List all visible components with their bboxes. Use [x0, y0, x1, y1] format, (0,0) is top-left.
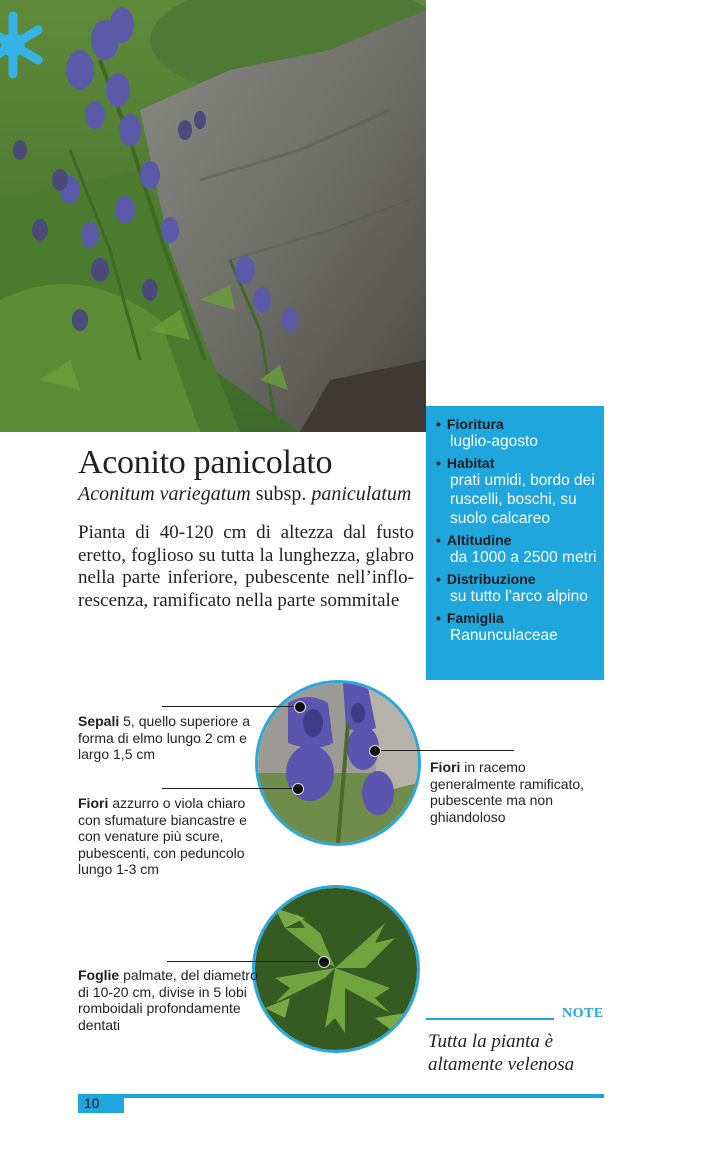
info-item-famiglia — [436, 610, 604, 645]
info-label: • Distribuzione — [436, 571, 604, 587]
footer-rule — [124, 1094, 604, 1098]
info-value: Ranunculaceae — [450, 627, 558, 644]
scientific-name: Aconitum variegatum subsp. paniculatum — [78, 483, 412, 505]
info-box — [426, 406, 604, 680]
info-label: • Habitat — [436, 455, 604, 471]
description-text: Pianta di 40-120 cm di altezza dal fusto eretto, foglioso su tutta la lunghezza, glabro nella parte inferiore, pubescente nell’inflo-rescenza, ramificato nella parte sommitale — [78, 522, 414, 611]
info-item-habitat — [436, 455, 604, 528]
leader-line — [167, 961, 324, 962]
info-label: • Fioritura — [436, 416, 604, 432]
pointer-dot — [292, 783, 304, 795]
callout-fiori-racemo: Fiori in racemo generalmente ramificato, pubescente ma non ghiandoloso — [430, 759, 585, 825]
info-value: prati umidi, bordo dei ruscelli, boschi, su suolo calcareo — [450, 472, 595, 527]
pointer-dot — [318, 956, 330, 968]
info-item-distribuzione — [436, 571, 604, 606]
leaf-detail-photo — [252, 885, 420, 1053]
callout-sepali: Sepali 5, quello superiore a forma di elmo lungo 2 cm e largo 1,5 cm — [78, 713, 251, 762]
info-value: da 1000 a 2500 metri — [450, 549, 597, 566]
snowflake-icon — [0, 10, 48, 80]
callout-foglie: Foglie palmate, del diametro di 10-20 cm, divise in 5 lobi romboidali profondamente dentati — [78, 967, 258, 1033]
info-value: su tutto l’arco alpino — [450, 588, 588, 605]
leader-line — [374, 750, 514, 751]
callout-fiori-colore: Fiori azzurro o viola chiaro con sfumature biancastre e con venature più scure, pubescenti, con peduncolo lungo 1-3 cm — [78, 795, 247, 877]
leader-line — [162, 788, 298, 789]
leader-line — [162, 706, 300, 707]
page-number: 10 — [78, 1094, 124, 1113]
flower-detail-photo — [255, 680, 421, 846]
info-label: • Famiglia — [436, 610, 604, 626]
note-label: NOTE — [562, 1006, 604, 1021]
pointer-dot — [369, 745, 381, 757]
note-text: Tutta la pianta è altamente velenosa — [428, 1031, 575, 1075]
pointer-dot — [294, 701, 306, 713]
info-item-altitudine — [436, 532, 604, 567]
hero-photo — [0, 0, 426, 432]
species-title: Aconito panicolato — [78, 444, 333, 481]
note-divider — [426, 1018, 554, 1020]
info-value: luglio-agosto — [450, 433, 538, 450]
info-item-fioritura — [436, 416, 604, 451]
info-label: • Altitudine — [436, 532, 604, 548]
